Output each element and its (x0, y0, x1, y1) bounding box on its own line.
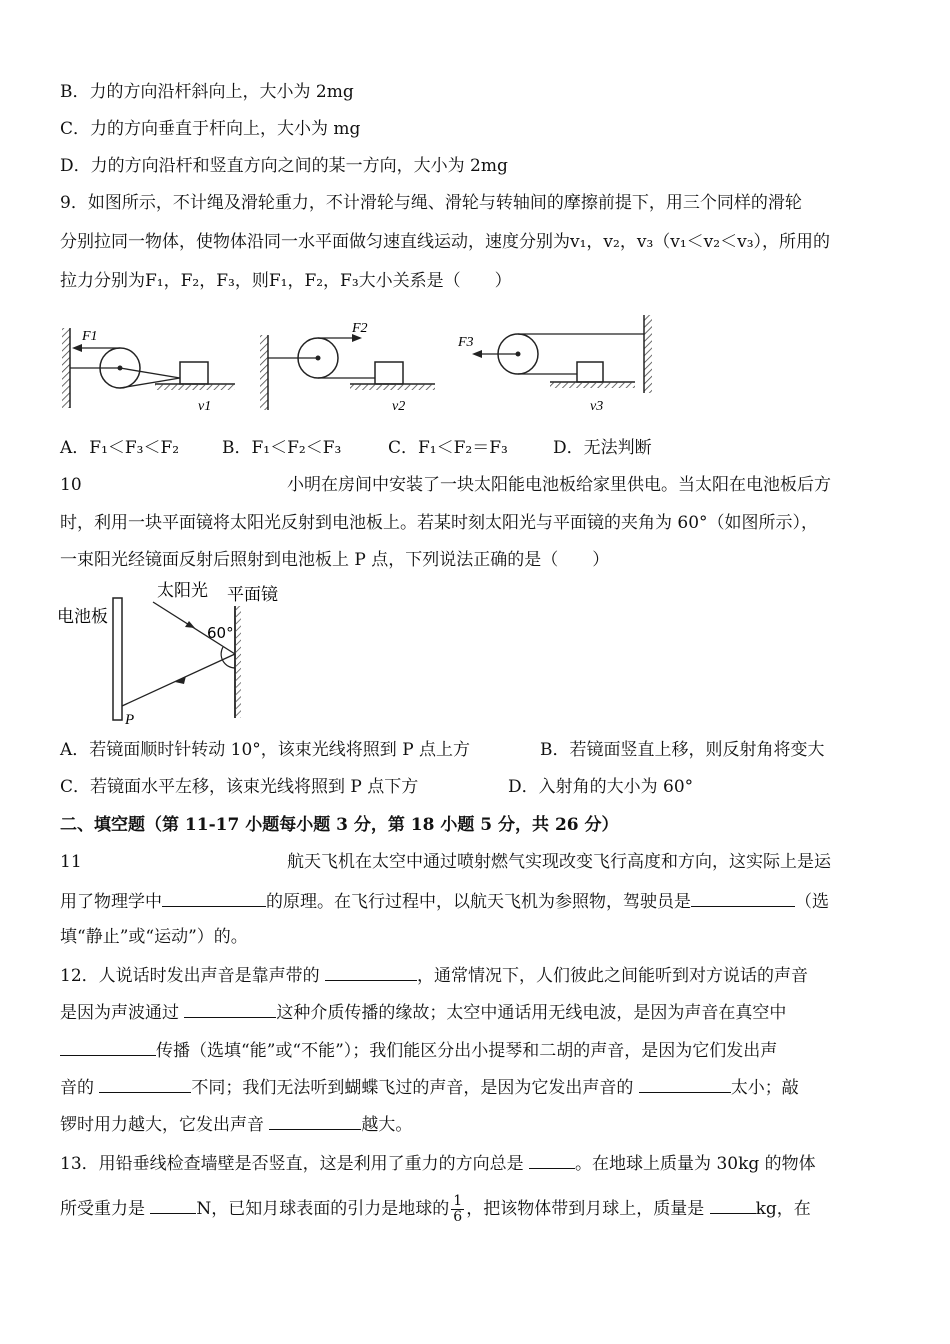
q8-option-b: B．力的方向沿杆斜向上，大小为 2mg (60, 82, 354, 102)
q11-number: 11 (60, 852, 82, 872)
section-2-title: 二、填空题（第 11-17 小题每小题 3 分，第 18 小题 5 分，共 26 分） (60, 815, 619, 835)
q13-line-2-text-c: ，把该物体带到月球上，质量是 (466, 1199, 710, 1219)
q9-option-b: B．F₁＜F₂＜F₃ (222, 438, 342, 458)
pulley-figure-1 (62, 328, 235, 414)
q10-number: 10 (60, 475, 82, 495)
label-battery: 电池板 (57, 607, 108, 627)
q13-line-1-text-b: 。在地球上质量为 30kg 的物体 (575, 1154, 816, 1174)
fraction-denominator: 6 (453, 1209, 463, 1225)
q12-line-4-text-b: 不同；我们无法听到蝴蝶飞过的声音，是因为它发出声音的 (191, 1078, 639, 1098)
mirror-figure (55, 578, 305, 728)
battery-panel (113, 598, 122, 720)
q11-line-3: 填“静止”或“运动”）的。 (60, 927, 248, 947)
q12-blank-4[interactable] (99, 1074, 191, 1093)
q13-blank-1[interactable] (529, 1150, 575, 1169)
q9-line-2: 分别拉同一物体，使物体沿同一水平面做匀速直线运动，速度分别为v₁，v₂，v₃（v₁＜v₂＜v₃），所用的 (60, 232, 831, 252)
label-angle: 60° (207, 624, 234, 642)
q12-line-1 (60, 962, 808, 988)
q12-line-2-text-a: 是因为声波通过 (60, 1003, 185, 1023)
q12-line-4 (60, 1074, 799, 1100)
label-sunlight: 太阳光 (157, 581, 208, 601)
q8-option-c: C．力的方向垂直于杆向上，大小为 mg (60, 119, 361, 139)
fig-label-v3: v3 (590, 399, 604, 414)
fraction-one-sixth (451, 1194, 464, 1225)
q12-line-4-text-c: 太小；敲 (730, 1078, 799, 1098)
pulley-figure-3 (457, 315, 652, 414)
q12-line-1-text-a: 12．人说话时发出声音是靠声带的 (60, 966, 326, 986)
q11-blank-2[interactable] (691, 888, 795, 907)
q11-line-2-text-a: 用了物理学中 (60, 892, 162, 912)
q11-line-2-text-c: （选 (795, 892, 829, 912)
q12-blank-3[interactable] (60, 1037, 156, 1056)
pulley-figures (60, 310, 660, 420)
fig-label-v1: v1 (198, 399, 212, 414)
q10-option-c: C．若镜面水平左移，该束光线将照到 P 点下方 (60, 777, 419, 797)
fig-label-f2: F2 (352, 321, 368, 336)
q13-line-2-text-a: 所受重力是 (60, 1199, 151, 1219)
q13-blank-2[interactable] (150, 1195, 196, 1214)
q12-blank-1[interactable] (325, 962, 417, 981)
q12-line-1-text-b: ，通常情况下，人们彼此之间能听到对方说话的声音 (417, 966, 809, 986)
q11-line-1: 航天飞机在太空中通过喷射燃气实现改变飞行高度和方向，这实际上是运 (287, 852, 831, 872)
q12-line-2 (60, 999, 786, 1025)
q10-line-2: 时，利用一块平面镜将太阳光反射到电池板上。若某时刻太阳光与平面镜的夹角为 60°（如图所示）， (60, 513, 819, 533)
pulley-figure-2 (260, 321, 435, 414)
q10-option-d: D．入射角的大小为 60° (508, 777, 694, 797)
q11-line-2 (60, 888, 829, 914)
fig-label-f3: F3 (458, 335, 474, 350)
q13-line-2-text-b: N，已知月球表面的引力是地球的 (196, 1199, 450, 1219)
q12-line-3-text: 传播（选填“能”或“不能”）；我们能区分出小提琴和二胡的声音，是因为它们发出声 (156, 1041, 778, 1061)
fig-label-v2: v2 (392, 399, 406, 414)
q9-option-c: C．F₁＜F₂＝F₃ (388, 438, 508, 458)
q12-blank-5[interactable] (639, 1074, 731, 1093)
q10-option-a: A．若镜面顺时针转动 10°，该束光线将照到 P 点上方 (60, 740, 471, 760)
q8-option-d: D．力的方向沿杆和竖直方向之间的某一方向，大小为 2mg (60, 156, 508, 176)
q10-line-1: 小明在房间中安装了一块太阳能电池板给家里供电。当太阳在电池板后方 (287, 475, 831, 495)
q9-line-3: 拉力分别为F₁，F₂，F₃，则F₁，F₂，F₃大小关系是（ ） (60, 271, 512, 291)
q13-line-2 (60, 1194, 811, 1225)
fig-label-f1: F1 (82, 329, 98, 344)
q11-line-2-text-b: 的原理。在飞行过程中，以航天飞机为参照物，驾驶员是 (266, 892, 691, 912)
q9-option-d: D．无法判断 (553, 438, 652, 458)
q13-line-1 (60, 1150, 816, 1176)
label-mirror: 平面镜 (227, 585, 278, 605)
fraction-numerator: 1 (453, 1193, 463, 1209)
q9-option-a: A．F₁＜F₃＜F₂ (60, 438, 180, 458)
q12-line-3 (60, 1037, 777, 1063)
q10-line-3: 一束阳光经镜面反射后照射到电池板上 P 点，下列说法正确的是（ ） (60, 550, 610, 570)
q13-line-2-text-d: kg，在 (755, 1199, 811, 1219)
q12-blank-6[interactable] (269, 1111, 361, 1130)
q12-line-5-text-a: 锣时用力越大，它发出声音 (60, 1115, 270, 1135)
q13-line-1-text-a: 13．用铅垂线检查墙壁是否竖直，这是利用了重力的方向总是 (60, 1154, 530, 1174)
q11-blank-1[interactable] (162, 888, 266, 907)
q13-blank-3[interactable] (710, 1195, 756, 1214)
q9-line-1: 9．如图所示，不计绳及滑轮重力，不计滑轮与绳、滑轮与转轴间的摩擦前提下，用三个同样的滑轮 (60, 193, 802, 213)
q12-line-4-text-a: 音的 (60, 1078, 100, 1098)
q12-line-5-text-b: 越大。 (361, 1115, 413, 1135)
q12-line-2-text-b: 这种介质传播的缘故；太空中通话用无线电波，是因为声音在真空中 (276, 1003, 787, 1023)
q12-blank-2[interactable] (184, 999, 276, 1018)
q12-line-5 (60, 1111, 412, 1137)
label-point-p: P (125, 712, 135, 728)
q10-option-b: B．若镜面竖直上移，则反射角将变大 (540, 740, 825, 760)
